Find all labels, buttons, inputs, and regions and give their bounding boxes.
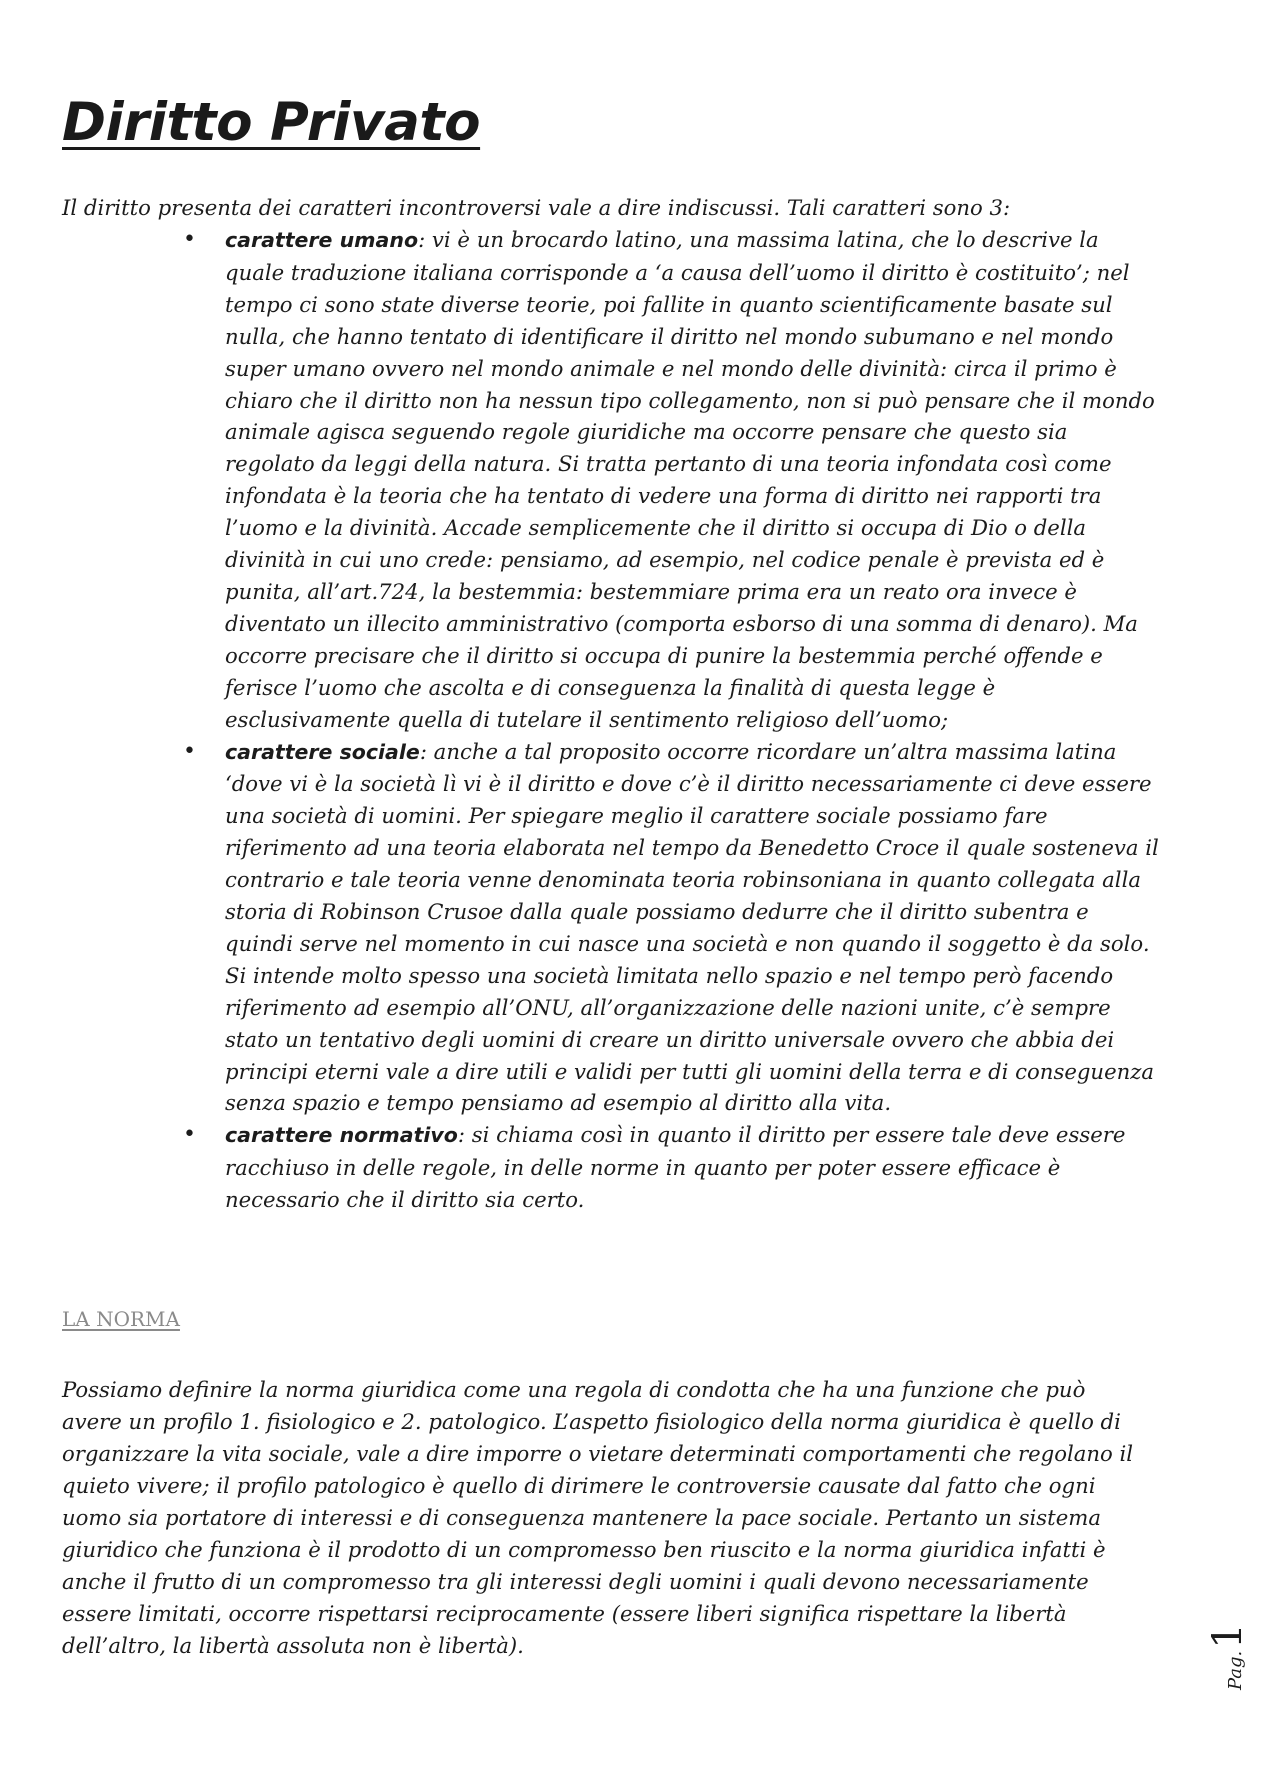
bullet-icon: • (183, 738, 196, 764)
list-item-carattere-umano (183, 224, 1160, 736)
intro-paragraph: Il diritto presenta dei caratteri incontroversi vale a dire indiscussi. Tali caratteri sono 3: (62, 195, 1011, 220)
document-title: Diritto Privato (62, 92, 481, 153)
term-description: : vi è un brocardo latino, una massima latina, che lo descrive la quale traduzione italiana corrisponde a ‘a causa dell’uomo il diritto è costituito’; nel tempo ci sono state diverse teorie, poi fallite in quanto scientificamente basate sul nulla, che hanno tentato di identificare il diritto nel mondo subumano e nel mondo super umano ovvero nel mondo animale e nel mondo delle divinità: circa il primo è chiaro che il diritto non ha nessun tipo collegamento, non si può pensare che il mondo animale agisca seguendo regole giuridiche ma occorre pensare che questo sia regolato da leggi della natura. Si tratta pertanto di una teoria infondata così come infondata è la teoria che ha tentato di vedere una forma di diritto nei rapporti tra l’uomo e la divinità. Accade semplicemente che il diritto si occupa di Dio o della divinità in cui uno crede: pensiamo, ad esempio, nel codice penale è prevista ed è punita, all’art.724, la bestemmia: bestemmiare prima era un reato ora invece è diventato un illecito amministrativo (comporta esborso di una somma di denaro). Ma occorre precisare che il diritto si occupa di punire la bestemmia perché offende e ferisce l’uomo che ascolta e di conseguenza la finalità di questa legge è esclusivamente quella di tutelare il sentimento religioso dell’uomo; (225, 227, 1155, 732)
term-label: carattere normativo (225, 1123, 458, 1148)
page-number (1205, 1623, 1251, 1690)
bullet-icon: • (183, 227, 196, 252)
term-description: : si chiama così in quanto il diritto per essere tale deve essere racchiuso in delle regole, in delle norme in quanto per poter essere efficace è necessario che il diritto sia certo. (225, 1122, 1126, 1213)
characters-list (183, 224, 1160, 1216)
page-number-value: 1 (1205, 1623, 1251, 1649)
section-heading-la-norma: LA NORMA (62, 1307, 180, 1331)
norma-paragraph: Possiamo definire la norma giuridica come una regola di condotta che ha una funzione che può avere un profilo 1. fisiologico e 2. patologico. L’aspetto fisiologico della norma giuridica è quello di organizzare la vita sociale, vale a dire imporre o vietare determinati comportamenti che regolano il quieto vivere; il profilo patologico è quello di dirimere le controversie causate dal fatto che ogni uomo sia portatore di interessi e di conseguenza mantenere la pace sociale. Pertanto un sistema giuridico che funziona è il prodotto di un compromesso ben riuscito e la norma giuridica infatti è anche il frutto di un compromesso tra gli interessi degli uomini i quali devono necessariamente essere limitati, occorre rispettarsi reciprocamente (essere liberi significa rispettare la libertà dell’altro, la libertà assoluta non è libertà). (62, 1377, 1134, 1658)
term-description: : anche a tal proposito occorre ricordare un’altra massima latina ‘dove vi è la società lì vi è il diritto e dove c’è il diritto necessariamente ci deve essere una società di uomini. Per spiegare meglio il carattere sociale possiamo fare riferimento ad una teoria elaborata nel tempo da Benedetto Croce il quale sosteneva il contrario e tale teoria venne denominata teoria robinsoniana in quanto collegata alla storia di Robinson Crusoe dalla quale possiamo dedurre che il diritto subentra e quindi serve nel momento in cui nasce una società e non quando il soggetto è da solo. Si intende molto spesso una società limitata nello spazio e nel tempo però facendo riferimento ad esempio all’ONU, all’organizzazione delle nazioni unite, c’è sempre stato un tentativo degli uomini di creare un diritto universale ovvero che abbia dei principi eterni vale a dire utili e validi per tutti gli uomini della terra e di conseguenza senza spazio e tempo pensiamo ad esempio al diritto alla vita. (225, 738, 1159, 1116)
term-label: carattere umano (225, 228, 419, 252)
list-item-carattere-normativo (183, 1119, 1160, 1216)
list-item-carattere-sociale (183, 736, 1160, 1120)
term-label: carattere sociale (225, 739, 420, 764)
bullet-icon: • (183, 1122, 196, 1148)
page-label: Pag. (1225, 1650, 1246, 1690)
